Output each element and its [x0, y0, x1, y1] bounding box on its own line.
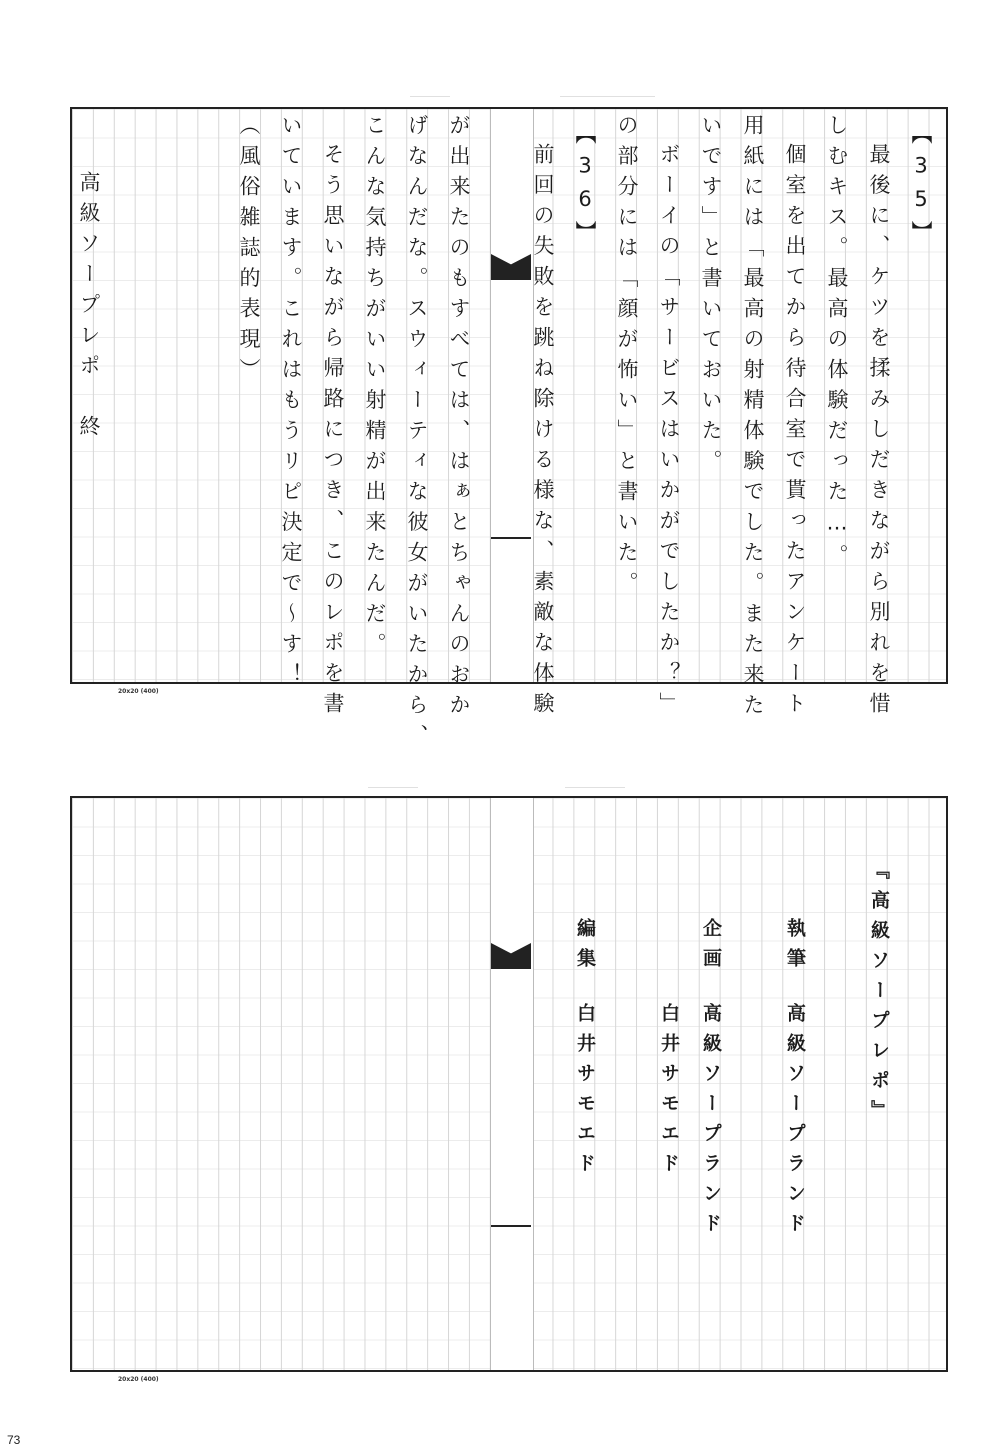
text-column: しむキス。最高の体験だった…。 [825, 114, 849, 575]
end-marker: 高級ソープレポ 終 [77, 171, 101, 446]
page-number: 73 [7, 1433, 21, 1447]
credits-title: 『高級ソープレポ』 [868, 860, 890, 1130]
text-column: （風俗雑誌的表現） [237, 114, 261, 389]
scan-mark [410, 96, 450, 97]
text-column: 個室を出てから待合室で貰ったアンケート [783, 143, 807, 723]
sheet-center-spine [490, 798, 534, 1370]
text-column: 最後に、ケツを揉みしだきながら別れを惜 [867, 143, 891, 723]
text-column: いです」と書いておいた。 [699, 114, 723, 480]
text-column: 前回の失敗を跳ね除ける様な、素敵な体験 [531, 143, 555, 723]
text-column: げなんだな。スウィーティな彼女がいたから、 [405, 114, 429, 755]
credit-name-planning-2: 白井サモエド [658, 1003, 680, 1183]
credit-role-writing: 執筆 [784, 918, 806, 978]
credit-name-writing: 高級ソープランド [784, 1003, 806, 1243]
fish-tail-mark [491, 943, 531, 969]
scan-mark [560, 96, 655, 97]
heading-36: 【36】 [573, 123, 597, 251]
fish-tail-mark [491, 254, 531, 280]
text-column: 用紙には「最高の射精体験でした。また来た [741, 114, 765, 724]
text-column: の部分には「顔が怖い」と書いた。 [615, 114, 639, 602]
spine-line [491, 1225, 531, 1227]
scan-mark [565, 787, 625, 788]
credit-role-editing: 編集 [574, 918, 596, 978]
sheet-center-spine [490, 109, 534, 682]
text-column: が出来たのもすべては、はぁとちゃんのおか [447, 114, 471, 724]
credit-name-planning: 高級ソープランド [700, 1003, 722, 1243]
scan-mark [368, 787, 418, 788]
sheet-caption: 20x20 (400) [118, 1376, 159, 1383]
text-column: そう思いながら帰路につき、このレポを書 [321, 143, 345, 723]
sheet-caption: 20x20 (400) [118, 688, 159, 695]
text-column: いています。これはもうリピ決定で～す！ [279, 114, 303, 694]
spine-line [491, 537, 531, 539]
heading-35: 【35】 [909, 123, 933, 251]
text-column: ボーイの「サービスはいかがでしたか？」 [657, 143, 681, 723]
text-column: こんな気持ちがいい射精が出来たんだ。 [363, 114, 387, 663]
credit-role-planning: 企画 [700, 918, 722, 978]
manuscript-sheet-2 [70, 796, 948, 1372]
credit-name-editing: 白井サモエド [574, 1003, 596, 1183]
